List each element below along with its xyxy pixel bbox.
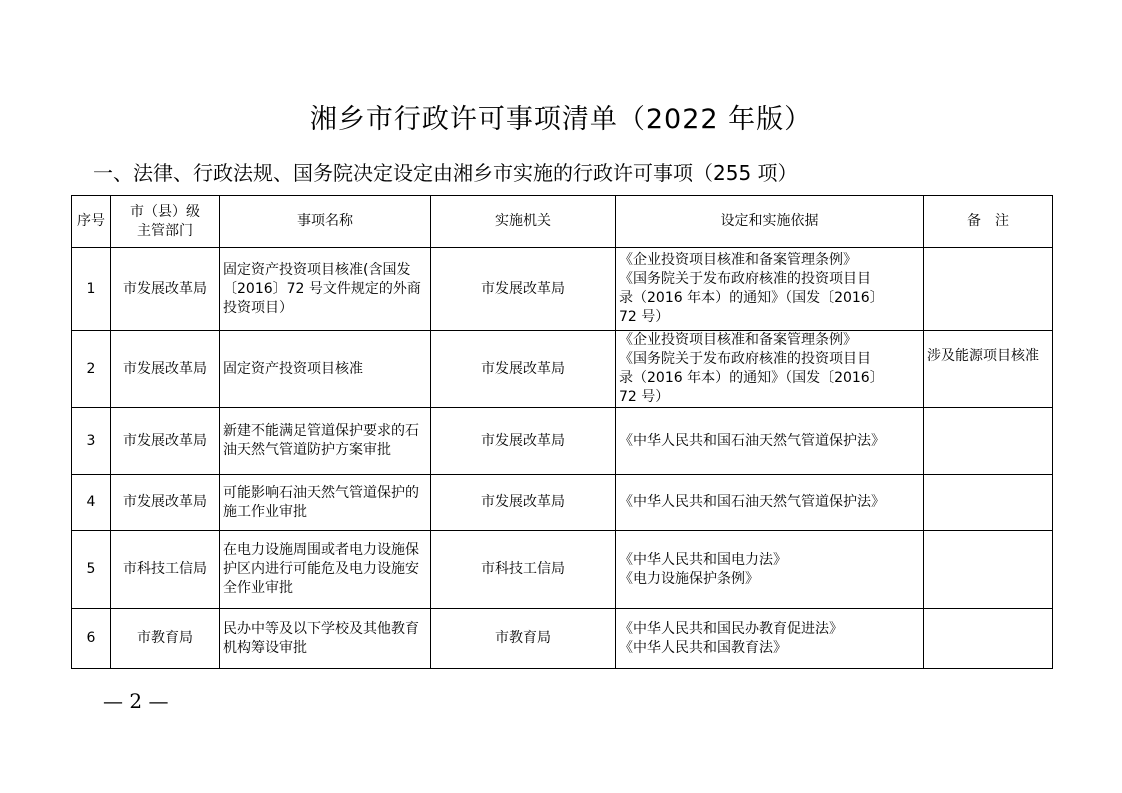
row-remarks bbox=[924, 475, 1053, 531]
table-row bbox=[72, 408, 1053, 475]
row-index: 5 bbox=[72, 531, 111, 609]
header-remarks: 备 注 bbox=[924, 196, 1053, 248]
row-basis bbox=[616, 475, 924, 531]
table-row bbox=[72, 475, 1053, 531]
row-remarks bbox=[924, 408, 1053, 475]
row-remarks bbox=[924, 609, 1053, 669]
header-department-line1: 市（县）级 bbox=[130, 203, 200, 220]
row-department: 市发展改革局 bbox=[111, 475, 220, 531]
row-item: 可能影响石油天然气管道保护的施工作业审批 bbox=[220, 475, 431, 531]
row-agency: 市教育局 bbox=[431, 609, 616, 669]
table-row bbox=[72, 531, 1053, 609]
header-basis: 设定和实施依据 bbox=[616, 196, 924, 248]
row-remarks bbox=[924, 531, 1053, 609]
row-department: 市发展改革局 bbox=[111, 408, 220, 475]
basis-line: 《企业投资项目核准和备案管理条例》 bbox=[619, 252, 857, 268]
permit-table bbox=[71, 195, 1053, 669]
row-basis bbox=[616, 531, 924, 609]
header-department bbox=[111, 196, 220, 248]
basis-line: 《中华人民共和国电力法》 bbox=[619, 551, 787, 568]
header-department-line2: 主管部门 bbox=[137, 222, 193, 239]
row-item: 固定资产投资项目核准(含国发〔2016〕72 号文件规定的外商投资项目） bbox=[220, 248, 431, 331]
basis-line: 录（2016 年本）的通知》（国发〔2016〕 bbox=[619, 290, 884, 306]
row-item: 在电力设施周围或者电力设施保护区内进行可能危及电力设施安全作业审批 bbox=[220, 531, 431, 609]
row-agency: 市发展改革局 bbox=[431, 248, 616, 331]
header-agency: 实施机关 bbox=[431, 196, 616, 248]
row-agency: 市发展改革局 bbox=[431, 475, 616, 531]
basis-line: 《中华人民共和国石油天然气管道保护法》 bbox=[619, 494, 885, 510]
basis-line: 录（2016 年本）的通知》（国发〔2016〕 bbox=[619, 370, 884, 386]
basis-line: 《中华人民共和国教育法》 bbox=[619, 639, 787, 656]
row-agency: 市发展改革局 bbox=[431, 408, 616, 475]
row-item: 新建不能满足管道保护要求的石油天然气管道防护方案审批 bbox=[220, 408, 431, 475]
row-index: 2 bbox=[72, 331, 111, 408]
table-header-row bbox=[72, 196, 1053, 248]
row-basis bbox=[616, 408, 924, 475]
row-remarks bbox=[924, 248, 1053, 331]
row-index: 1 bbox=[72, 248, 111, 331]
page-title: 湘乡市行政许可事项清单（2022 年版） bbox=[309, 104, 813, 135]
table-row bbox=[72, 609, 1053, 669]
row-item: 固定资产投资项目核准 bbox=[220, 331, 431, 408]
row-basis bbox=[616, 331, 924, 408]
basis-line: 《国务院关于发布政府核准的投资项目目 bbox=[619, 351, 871, 367]
row-basis bbox=[616, 609, 924, 669]
row-agency: 市科技工信局 bbox=[431, 531, 616, 609]
section-heading: 一、法律、行政法规、国务院决定设定由湘乡市实施的行政许可事项（255 项） bbox=[93, 161, 798, 185]
row-department: 市科技工信局 bbox=[111, 531, 220, 609]
table-row bbox=[72, 331, 1053, 408]
header-index: 序号 bbox=[72, 196, 111, 248]
basis-line: 《中华人民共和国石油天然气管道保护法》 bbox=[619, 432, 885, 449]
row-department: 市发展改革局 bbox=[111, 331, 220, 408]
basis-line: 《企业投资项目核准和备案管理条例》 bbox=[619, 332, 857, 348]
row-index: 3 bbox=[72, 408, 111, 475]
row-department: 市发展改革局 bbox=[111, 248, 220, 331]
page-number: — 2 — bbox=[103, 689, 169, 713]
basis-line: 《中华人民共和国民办教育促进法》 bbox=[619, 620, 843, 637]
header-item: 事项名称 bbox=[220, 196, 431, 248]
row-index: 4 bbox=[72, 475, 111, 531]
table-row bbox=[72, 248, 1053, 331]
row-remarks: 涉及能源项目核准 bbox=[924, 331, 1053, 408]
row-department: 市教育局 bbox=[111, 609, 220, 669]
basis-line: 《国务院关于发布政府核准的投资项目目 bbox=[619, 271, 871, 287]
basis-line: 72 号） bbox=[619, 389, 670, 405]
basis-line: 《电力设施保护条例》 bbox=[619, 570, 759, 587]
basis-line: 72 号） bbox=[619, 309, 670, 325]
row-basis bbox=[616, 248, 924, 331]
row-item: 民办中等及以下学校及其他教育机构筹设审批 bbox=[220, 609, 431, 669]
row-index: 6 bbox=[72, 609, 111, 669]
row-agency: 市发展改革局 bbox=[431, 331, 616, 408]
